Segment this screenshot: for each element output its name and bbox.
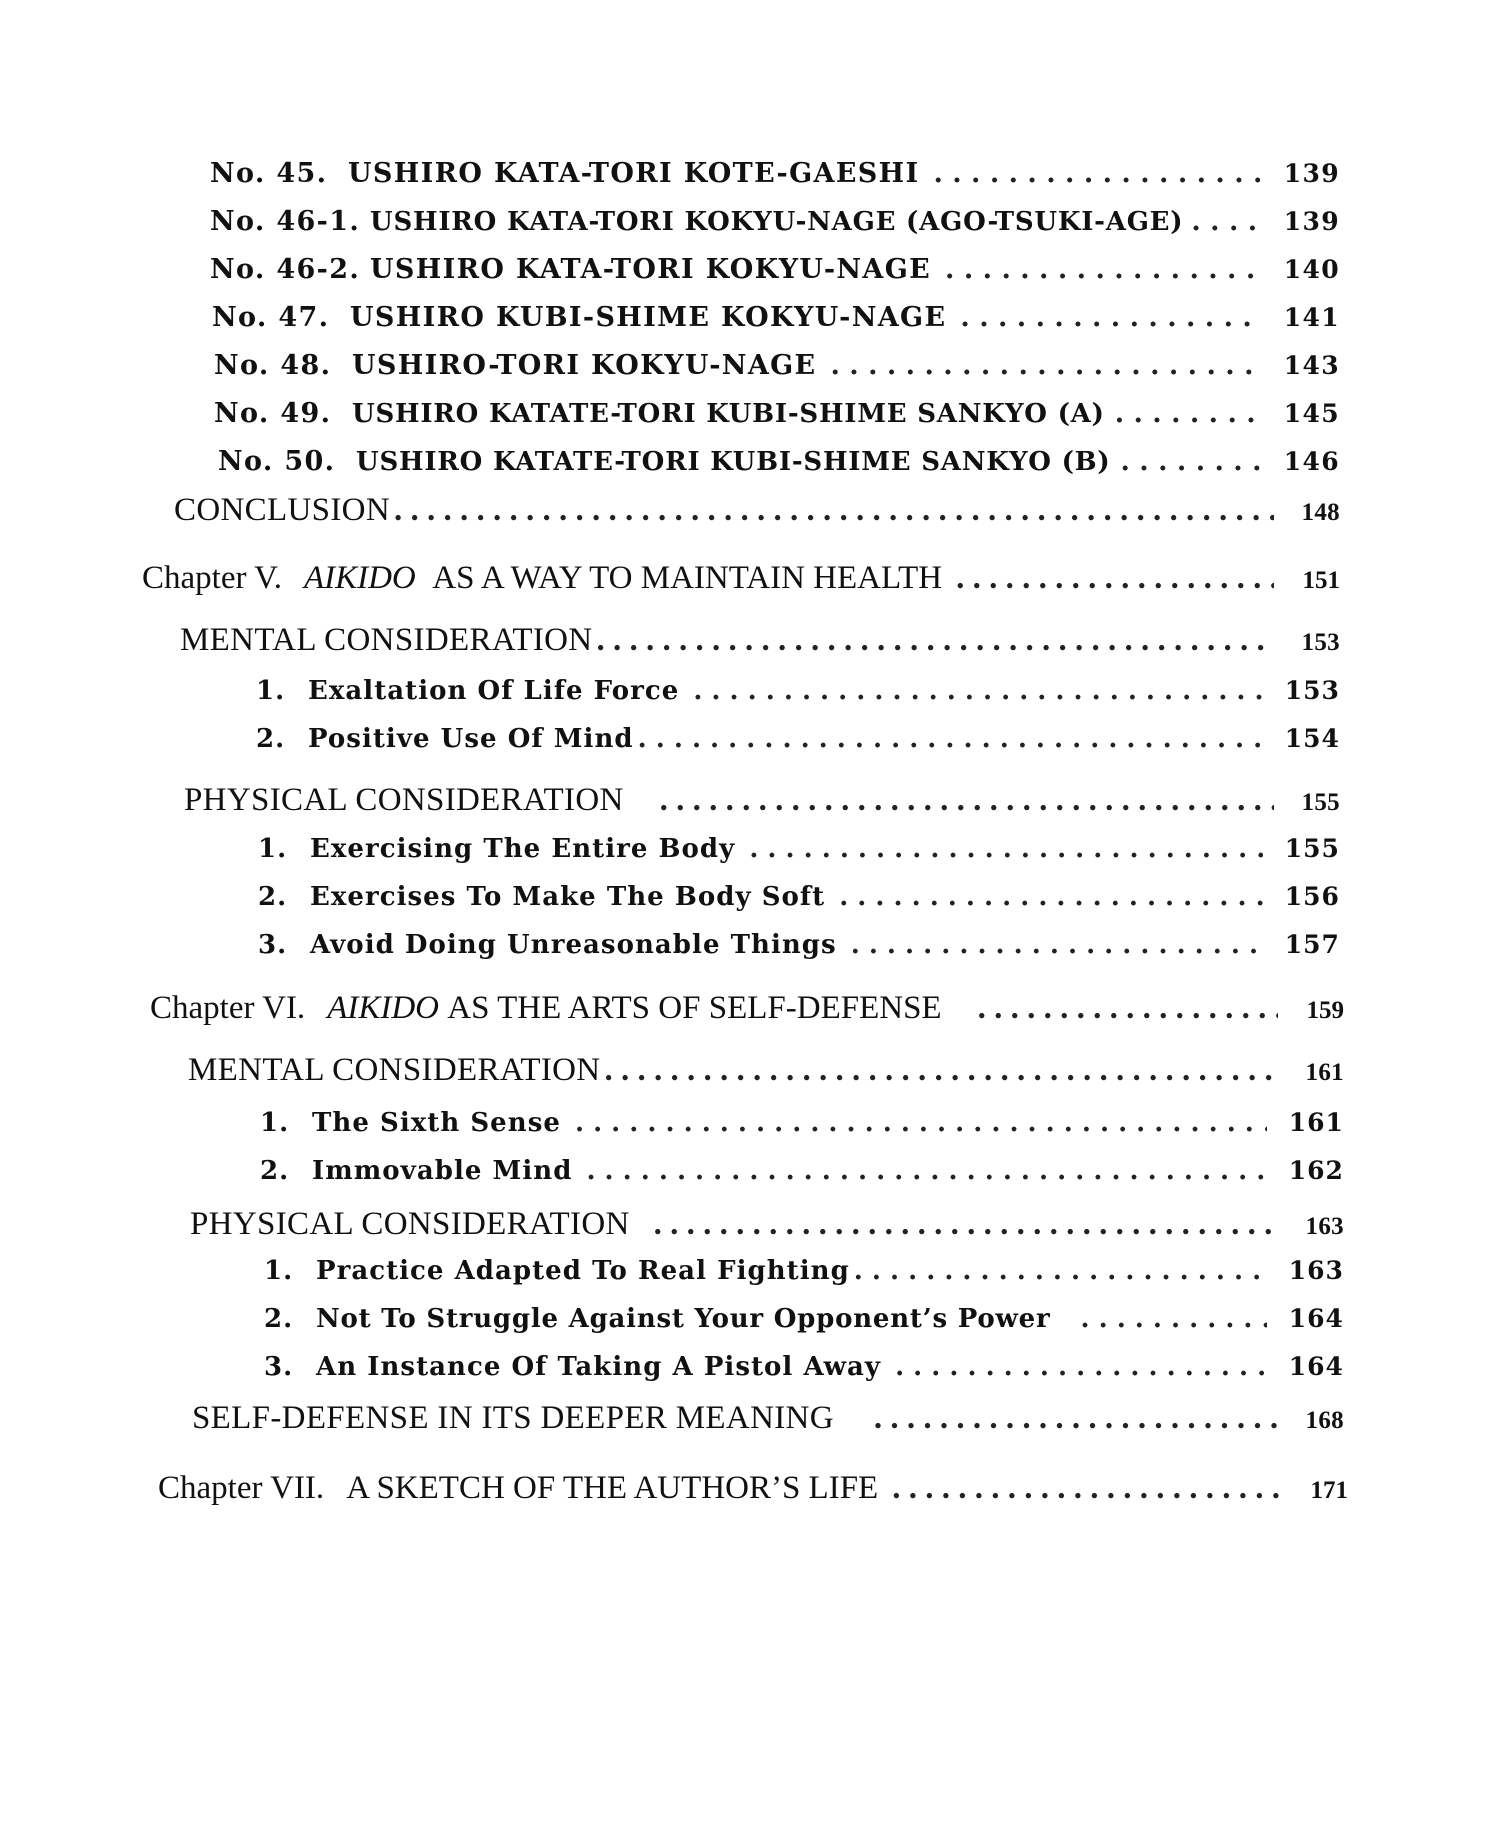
dot-leader — [604, 1052, 1278, 1089]
toc-entry-technique[interactable] — [214, 350, 1340, 381]
toc-entry-subsection[interactable] — [256, 724, 1340, 754]
dot-leader — [1121, 446, 1262, 477]
dot-leader — [586, 1156, 1266, 1186]
entry-number: 1. — [258, 834, 288, 864]
entry-title: USHIRO KATATE-TORI KUBI-SHIME SANKYO (A) — [352, 399, 1105, 429]
chapter-number: Chapter VI. — [150, 990, 306, 1026]
entry-title: Avoid Doing Unreasonable Things — [310, 930, 837, 960]
dot-leader — [638, 724, 1263, 754]
entry-title: USHIRO KATA-TORI KOTE-GAESHI — [348, 158, 920, 189]
page-number: 151 — [1302, 567, 1340, 594]
page-number: 153 — [1284, 676, 1340, 705]
page-number: 159 — [1306, 997, 1344, 1024]
entry-number: 1. — [264, 1256, 294, 1286]
page-number: 143 — [1283, 351, 1340, 380]
toc-entry-technique[interactable] — [214, 398, 1340, 429]
dot-leader — [654, 1206, 1278, 1243]
toc-entry-subsection[interactable] — [260, 1156, 1344, 1186]
page-number: 156 — [1284, 882, 1340, 911]
dot-leader — [945, 254, 1262, 285]
page-number: 140 — [1283, 255, 1340, 284]
entry-title: USHIRO KATATE-TORI KUBI-SHIME SANKYO (B) — [356, 447, 1111, 477]
dot-leader — [895, 1352, 1267, 1382]
toc-entry-conclusion[interactable] — [174, 492, 1340, 529]
chapter-number: Chapter VII. — [158, 1470, 325, 1506]
dot-leader — [660, 782, 1274, 819]
page-number: 146 — [1283, 447, 1340, 476]
page-number: 153 — [1301, 629, 1340, 656]
toc-entry-technique[interactable] — [210, 206, 1340, 237]
entry-title: Positive Use Of Mind — [308, 724, 634, 754]
toc-entry-technique[interactable] — [210, 254, 1340, 285]
entry-number: No. 46-2. — [210, 254, 361, 285]
dot-leader — [1191, 206, 1261, 237]
dot-leader — [854, 1256, 1267, 1286]
toc-entry-section[interactable] — [188, 1052, 1344, 1089]
entry-number: No. 46-1. — [210, 206, 361, 237]
page-number: 139 — [1283, 159, 1340, 188]
dot-leader — [874, 1400, 1278, 1437]
page-number: 163 — [1288, 1256, 1344, 1285]
toc-entry-section[interactable] — [184, 782, 1340, 819]
toc-entry-section[interactable] — [180, 622, 1340, 659]
entry-title: Not To Struggle Against Your Opponent’s Power — [316, 1304, 1051, 1334]
chapter-number: Chapter V. — [142, 560, 282, 596]
chapter-title-rest: AS THE ARTS OF SELF-DEFENSE — [447, 990, 942, 1026]
dot-leader — [1115, 398, 1262, 429]
toc-entry-technique[interactable] — [218, 446, 1340, 477]
toc-entry-section[interactable] — [192, 1400, 1344, 1437]
toc-entry-subsection[interactable] — [264, 1304, 1344, 1334]
toc-entry-subsection[interactable] — [264, 1256, 1344, 1286]
dot-leader — [892, 1470, 1282, 1507]
dot-leader — [960, 302, 1261, 333]
page-number: 164 — [1288, 1352, 1344, 1381]
toc-entry-technique[interactable] — [210, 158, 1340, 189]
entry-title: Exercises To Make The Body Soft — [310, 882, 826, 912]
entry-number: No. 48. — [214, 350, 332, 381]
page-number: 164 — [1288, 1304, 1344, 1333]
toc-entry-subsection[interactable] — [258, 930, 1340, 960]
chapter-title: A SKETCH OF THE AUTHOR’S LIFE — [346, 1470, 879, 1506]
entry-number: 2. — [258, 882, 288, 912]
entry-number: No. 49. — [214, 398, 332, 429]
chapter-title-italic: AIKIDO — [303, 560, 416, 596]
toc-entry-subsection[interactable] — [256, 676, 1340, 706]
entry-number: 1. — [260, 1108, 290, 1138]
entry-number: No. 47. — [212, 302, 330, 333]
page-number: 139 — [1283, 207, 1340, 236]
toc-entry-subsection[interactable] — [258, 882, 1340, 912]
toc-entry-subsection[interactable] — [258, 834, 1340, 864]
page-number: 155 — [1284, 834, 1340, 863]
page-number: 161 — [1288, 1108, 1344, 1137]
page-number: 168 — [1305, 1407, 1344, 1434]
dot-leader — [1081, 1304, 1267, 1334]
entry-number: No. 50. — [218, 446, 336, 477]
page-number: 145 — [1283, 399, 1340, 428]
chapter-title — [327, 990, 941, 1027]
toc-chapter-7[interactable] — [158, 1470, 1348, 1507]
entry-title: USHIRO-TORI KOKYU-NAGE — [352, 350, 817, 381]
chapter-title-italic: AIKIDO — [327, 990, 439, 1026]
page-number: 155 — [1301, 789, 1340, 816]
page-number: 163 — [1305, 1213, 1344, 1240]
toc-chapter-6[interactable] — [150, 990, 1344, 1027]
page-number: 171 — [1310, 1477, 1348, 1504]
entry-title: An Instance Of Taking A Pistol Away — [316, 1352, 882, 1382]
chapter-title — [304, 560, 942, 597]
dot-leader — [956, 560, 1274, 597]
dot-leader — [596, 622, 1274, 659]
entry-title: PHYSICAL CONSIDERATION — [184, 782, 624, 818]
dot-leader — [978, 990, 1278, 1027]
page-number: 157 — [1284, 930, 1340, 959]
entry-title: MENTAL CONSIDERATION — [180, 622, 593, 658]
entry-title: Exercising The Entire Body — [310, 834, 736, 864]
toc-chapter-5[interactable] — [142, 560, 1340, 597]
entry-title: Practice Adapted To Real Fighting — [316, 1256, 850, 1286]
entry-title: The Sixth Sense — [312, 1108, 561, 1138]
entry-title: CONCLUSION — [174, 492, 390, 528]
dot-leader — [693, 676, 1262, 706]
page-number: 141 — [1283, 303, 1340, 332]
page-number: 162 — [1288, 1156, 1344, 1185]
entry-title: USHIRO KATA-TORI KOKYU-NAGE (AGO-TSUKI-AGE) — [370, 207, 1184, 237]
toc-entry-subsection[interactable] — [260, 1108, 1344, 1138]
entry-title: Immovable Mind — [312, 1156, 573, 1186]
entry-title: PHYSICAL CONSIDERATION — [190, 1206, 630, 1242]
entry-title: Exaltation Of Life Force — [308, 676, 680, 706]
entry-number: 2. — [256, 724, 286, 754]
page-number: 154 — [1284, 724, 1340, 753]
entry-title: USHIRO KATA-TORI KOKYU-NAGE — [370, 254, 932, 285]
entry-title: SELF-DEFENSE IN ITS DEEPER MEANING — [192, 1400, 834, 1436]
dot-leader — [851, 930, 1263, 960]
entry-number: 3. — [264, 1352, 294, 1382]
dot-leader — [394, 492, 1274, 529]
page-number: 161 — [1305, 1059, 1344, 1086]
dot-leader — [839, 882, 1263, 912]
chapter-title-rest: AS A WAY TO MAINTAIN HEALTH — [432, 560, 943, 596]
entry-number: 3. — [258, 930, 288, 960]
dot-leader — [575, 1108, 1267, 1138]
entry-number: No. 45. — [210, 158, 328, 189]
entry-number: 1. — [256, 676, 286, 706]
page-number: 148 — [1301, 499, 1340, 526]
entry-number: 2. — [260, 1156, 290, 1186]
dot-leader — [933, 158, 1261, 189]
dot-leader — [830, 350, 1261, 381]
dot-leader — [749, 834, 1262, 864]
toc-entry-section[interactable] — [190, 1206, 1344, 1243]
toc-entry-subsection[interactable] — [264, 1352, 1344, 1382]
toc-entry-technique[interactable] — [212, 302, 1340, 333]
entry-title: USHIRO KUBI-SHIME KOKYU-NAGE — [350, 302, 947, 333]
entry-title: MENTAL CONSIDERATION — [188, 1052, 601, 1088]
entry-number: 2. — [264, 1304, 294, 1334]
